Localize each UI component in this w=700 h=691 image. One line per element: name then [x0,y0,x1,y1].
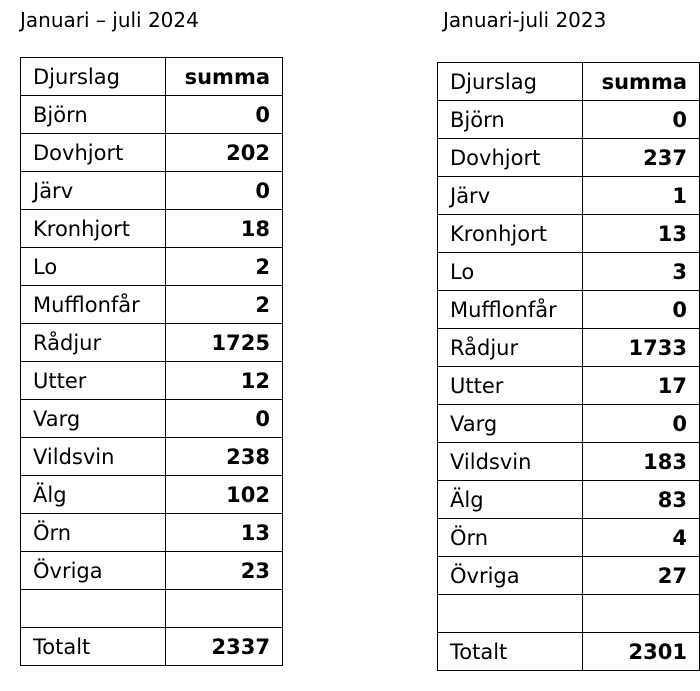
sum-cell: 13 [583,215,700,253]
header-species: Djurslag [438,63,583,101]
sum-cell: 237 [583,139,700,177]
species-cell: Lo [438,253,583,291]
sum-cell: 17 [583,367,700,405]
header-row [438,63,700,101]
sum-cell: 2 [166,286,283,324]
sum-cell: 23 [166,552,283,590]
total-sum: 2337 [166,628,283,666]
header-row [21,58,283,96]
species-cell: Björn [438,101,583,139]
table-row [21,286,283,324]
sum-cell [166,590,283,628]
sum-cell: 0 [583,291,700,329]
species-cell: Örn [438,519,583,557]
sum-cell: 0 [166,172,283,210]
header-sum: summa [166,58,283,96]
species-cell: Lo [21,248,166,286]
table-row [21,172,283,210]
total-label: Totalt [438,633,583,671]
table-row [21,400,283,438]
sum-cell: 4 [583,519,700,557]
sum-cell: 18 [166,210,283,248]
species-cell: Varg [438,405,583,443]
species-cell: Rådjur [438,329,583,367]
table-row [21,96,283,134]
species-cell: Övriga [21,552,166,590]
table-row [21,552,283,590]
sum-cell: 1733 [583,329,700,367]
table-row [438,595,700,633]
total-label: Totalt [21,628,166,666]
sum-cell: 13 [166,514,283,552]
table-2024-title: Januari – juli 2024 [20,8,199,32]
species-cell: Vildsvin [438,443,583,481]
table-row [438,215,700,253]
table-row [21,210,283,248]
table-row [438,291,700,329]
table-row [21,590,283,628]
sum-cell: 12 [166,362,283,400]
table-row [438,139,700,177]
species-cell: Utter [21,362,166,400]
table-2023-title: Januari-juli 2023 [443,8,607,32]
species-cell: Dovhjort [438,139,583,177]
total-row [21,628,283,666]
table-row [438,253,700,291]
table-row [438,519,700,557]
species-cell [21,590,166,628]
species-cell: Örn [21,514,166,552]
species-cell: Kronhjort [438,215,583,253]
table-row [21,134,283,172]
sum-cell: 0 [166,96,283,134]
table-row [21,476,283,514]
table-row [438,367,700,405]
table-row [21,438,283,476]
table-2024 [20,57,283,666]
table-row [21,514,283,552]
sum-cell: 202 [166,134,283,172]
header-species: Djurslag [21,58,166,96]
total-row [438,633,700,671]
species-cell: Älg [438,481,583,519]
sum-cell: 238 [166,438,283,476]
species-cell: Utter [438,367,583,405]
sum-cell: 1 [583,177,700,215]
species-cell: Älg [21,476,166,514]
sum-cell: 27 [583,557,700,595]
sum-cell: 0 [583,101,700,139]
table-row [438,481,700,519]
sum-cell [583,595,700,633]
table-row [438,443,700,481]
sum-cell: 102 [166,476,283,514]
total-sum: 2301 [583,633,700,671]
species-cell: Järv [438,177,583,215]
species-cell: Vildsvin [21,438,166,476]
sum-cell: 83 [583,481,700,519]
sum-cell: 3 [583,253,700,291]
table-2023-body [438,63,700,671]
table-row [21,248,283,286]
sum-cell: 183 [583,443,700,481]
table-row [21,324,283,362]
species-cell: Mufflonfår [21,286,166,324]
table-row [438,329,700,367]
sum-cell: 2 [166,248,283,286]
species-cell: Rådjur [21,324,166,362]
table-row [438,101,700,139]
species-cell: Kronhjort [21,210,166,248]
table-row [438,557,700,595]
table-2023 [437,62,700,671]
table-row [438,177,700,215]
species-cell: Mufflonfår [438,291,583,329]
header-sum: summa [583,63,700,101]
species-cell [438,595,583,633]
sum-cell: 0 [166,400,283,438]
species-cell: Järv [21,172,166,210]
species-cell: Varg [21,400,166,438]
sum-cell: 0 [583,405,700,443]
species-cell: Dovhjort [21,134,166,172]
table-row [438,405,700,443]
table-2024-body [21,58,283,666]
species-cell: Björn [21,96,166,134]
species-cell: Övriga [438,557,583,595]
table-row [21,362,283,400]
sum-cell: 1725 [166,324,283,362]
